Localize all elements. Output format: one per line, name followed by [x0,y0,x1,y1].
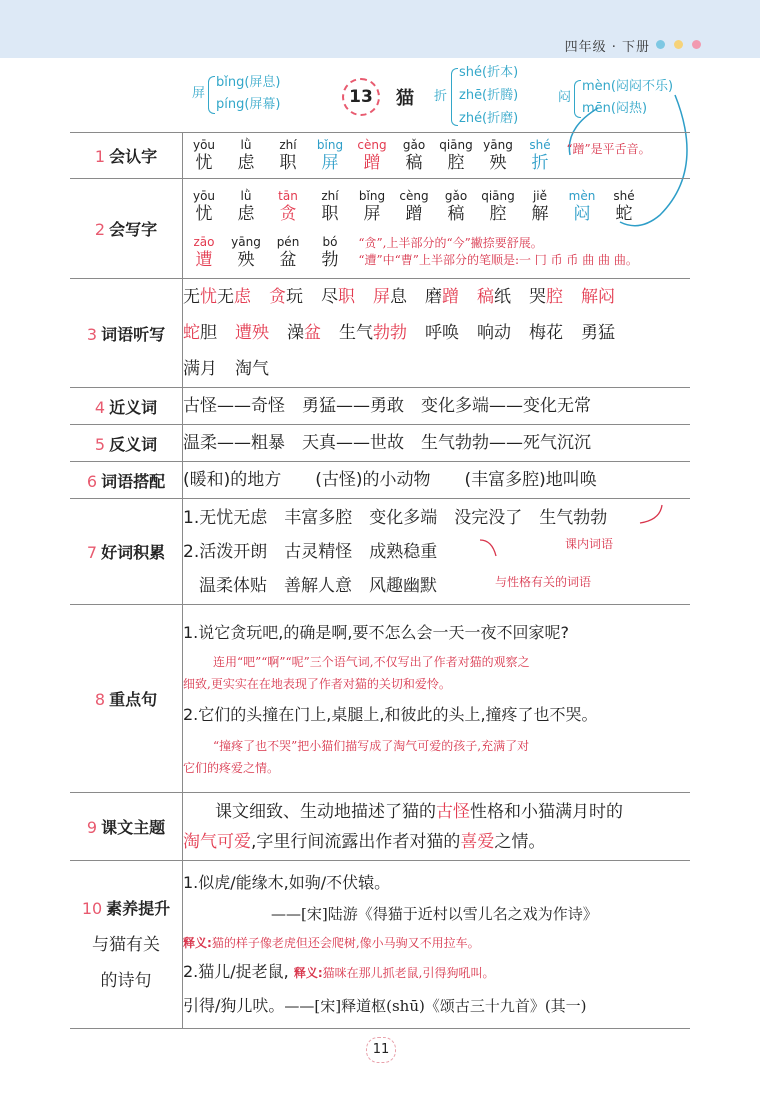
key-sentence-2-note-b: 它们的疼爱之情。 [183,760,280,775]
char-item: mèn 闷 [568,188,596,224]
char-item: qiāng 腔 [439,137,473,173]
pronunciation-note: “蹭”是平舌音。 [566,141,651,156]
row-theme: 9 课文主题 课文细致、生动地描述了猫的古怪性格和小猫满月时的 淘气可爱,字里行间流露出作者对猫的喜爱之情。 [70,793,690,861]
good-words-line2: 2.活泼开朗 古灵精怪 成熟稳重 [183,541,438,562]
lesson-table [70,132,690,1029]
note-personality-words: 与性格有关的词语 [495,575,592,589]
char-item: jiě 解 [531,188,549,224]
key-sentence-1: 1.说它贪玩吧,的确是啊,要不怎么会一天一夜不回家呢? [183,622,569,642]
char-item: gǎo 稿 [444,188,468,224]
char-item: pén 盆 [276,234,300,270]
char-item: shé 折 [529,137,551,173]
dictation-line [183,279,690,315]
row-antonyms: 5 反义词 温柔——粗暴 天真——世故 生气勃勃——死气沉沉 [70,425,690,462]
char-item: gǎo 稿 [402,137,426,173]
char-item: yāng 殃 [483,137,513,173]
dictation-word: 磨蹭 [425,287,459,307]
dictation-word: 贪玩 [269,287,303,307]
char-item: qiāng 腔 [481,188,515,224]
row-recognize-chars: 1 会认字 yōu 忧 lǜ 虑 zhí 职 bǐng 屏 cèng 蹭 gǎo 稿 qiāng 腔 yāng 殃 shé 折 “蹭”是平舌音。 [70,133,690,179]
key-sentence-1-note-b: 细致,更实实在在地表现了作者对猫的关切和爱怜。 [183,676,451,691]
good-words-line3: 温柔体贴 善解人意 风趣幽默 [199,575,437,596]
char-item: zāo 遭 [193,234,215,270]
dictation-word: 解闷 [581,287,615,307]
key-sentence-1-note-a: 连用“吧”“啊”“呢”三个语气词,不仅写出了作者对猫的观察之 [213,654,530,669]
good-words-line1: 1.无忧无虑 丰富多腔 变化多端 没完没了 生气勃勃 [183,507,608,528]
char-item: tān 贪 [278,188,298,224]
dictation-word: 无忧无虑 [183,287,251,307]
theme-line1: 课文细致、生动地描述了猫的古怪性格和小猫满月时的 [215,801,623,822]
dictation-word: 勇猛 [581,323,615,343]
page-number: 11 [366,1037,396,1063]
dictation-word: 蛇胆 [183,323,217,343]
dictation-word: 尽职 [321,287,355,307]
row-key-sentences: 8 重点句 1.说它贪玩吧,的确是啊,要不怎么会一天一夜不回家呢? 连用“吧”“啊”“呢”三个语气词,不仅写出了作者对猫的观察之 细致,更实实在在地表现了作者对猫的关切和爱怜。 2.它们的头撞在门上,桌腿上,和彼此的头上,撞疼了也不哭。 “撞疼了也不哭”把小猫们描写成了淘气可爱的孩子,充满了对 它们的疼爱之情。 [70,605,690,793]
dictation-word: 哭腔 [529,287,563,307]
char-item: yōu 忧 [192,188,216,224]
dictation-word: 稿纸 [477,287,511,307]
note-in-class-words: 课内词语 [565,537,614,551]
dictation-line [183,351,690,387]
char-item: bǐng 屏 [358,188,386,224]
char-item: zhí 职 [279,137,297,173]
dictation-word: 澡盆 [287,323,321,343]
write-char-row1 [183,189,690,225]
writing-note-tan: “贪”,上半部分的“今”撇捺要舒展。 [358,235,543,250]
row-dictation: 3 词语听写 无忧无虑 贪玩 尽职 屏息 磨蹭 稿纸 哭腔 解闷 蛇胆 遭殃 澡盆 生气勃勃 呼唤 响动 梅花 勇猛 满月 淘气 [70,279,690,388]
dictation-word: 遭殃 [235,323,269,343]
char-item: bǐng 屏 [316,137,344,173]
poem-2: 2.猫儿/捉老鼠, 释义:猫咪在那儿抓老鼠,引得狗吼叫。 [183,961,495,981]
row-write-chars: 2 会写字 yōu 忧 lǜ 虑 tān 贪 zhí 职 bǐng 屏 cèng 蹭 gǎo 稿 qiāng 腔 jiě 解 mèn 闷 shé 蛇 zāo 遭 yāng 殃 pén 盆 bó 勃 “贪”,上半部分的“今”撇捺要舒展。 “遭”中“曹”上半部分的笔顺是:一 冂 币 币 曲 曲 曲。 [70,179,690,279]
poem-1-source: ——[宋]陆游《得猫于近村以雪儿名之戏为作诗》 [271,904,598,923]
key-sentence-2: 2.它们的头撞在门上,桌腿上,和彼此的头上,撞疼了也不哭。 [183,704,598,724]
dictation-word: 屏息 [373,287,407,307]
lesson-title: 猫 [396,88,414,109]
dictation-word: 梅花 [529,323,563,343]
dictation-words [183,279,691,388]
dictation-word: 淘气 [235,359,269,379]
dictation-word: 响动 [477,323,511,343]
grade-label: 四年级 · 下册 [564,40,650,55]
char-item: cèng 蹭 [357,137,387,173]
row-synonyms: 4 近义词 古怪——奇怪 勇猛——勇敢 变化多端——变化无常 [70,388,690,425]
row-poems: 10 素养提升 与猫有关 的诗句 1.似虎/能缘木,如驹/不伏辕。 ——[宋]陆游《得猫于近村以雪儿名之戏为作诗》 释义:猫的样子像老虎但还会爬树,像小马驹又不用拉车。 2.猫儿/捉老鼠, 释义:猫咪在那儿抓老鼠,引得狗吼叫。 引得/狗儿吠。——[宋]释道枢(shū)《颂古三十九首》(其一) [70,861,690,1029]
poem-1: 1.似虎/能缘木,如驹/不伏辕。 [183,872,391,892]
char-item: yōu 忧 [192,137,216,173]
dictation-word: 满月 [183,359,217,379]
dictation-word: 呼唤 [425,323,459,343]
row-good-words: 7 好词积累 1.无忧无虑 丰富多腔 变化多端 没完没了 生气勃勃 2.活泼开朗 古灵精怪 成熟稳重 温柔体贴 善解人意 风趣幽默 课内词语 与性格有关的词语 [70,499,690,605]
char-item: bó 勃 [321,234,339,270]
poem-2-line2: 引得/狗儿吠。——[宋]释道枢(shū)《颂古三十九首》(其一) [183,995,587,1015]
poem-1-meaning: 释义:猫的样子像老虎但还会爬树,像小马驹又不用拉车。 [183,935,480,950]
char-item: lǜ 虑 [237,137,255,173]
recognize-char-list [183,138,690,174]
dictation-line [183,315,690,351]
writing-note-zao: “遭”中“曹”上半部分的笔顺是:一 冂 币 币 曲 曲 曲。 [358,252,638,267]
synonyms-text: 古怪——奇怪 勇猛——勇敢 变化多端——变化无常 [183,396,591,416]
key-sentence-2-note-a: “撞疼了也不哭”把小猫们描写成了淘气可爱的孩子,充满了对 [213,738,530,753]
lesson-header: 屏 bǐng(屏息) píng(屏幕) 13 猫 折 shé(折本) zhē(折腾) zhé(折磨) 闷 mèn(闷闷不乐) mēn(闷热) [192,65,674,126]
write-char-row2 [183,235,690,271]
lesson-number: 13 [342,78,380,116]
row-collocations: 6 词语搭配 (暖和)的地方 (古怪)的小动物 (丰富多腔)地叫唤 [70,462,690,499]
char-item: shé 蛇 [613,188,635,224]
char-item: lǜ 虑 [237,188,255,224]
char-item: yāng 殃 [231,234,261,270]
theme-line2: 淘气可爱,字里行间流露出作者对猫的喜爱之情。 [183,831,546,852]
dictation-word: 生气勃勃 [339,323,407,343]
char-item: zhí 职 [321,188,339,224]
collocations-text: (暖和)的地方 (古怪)的小动物 (丰富多腔)地叫唤 [183,470,597,490]
antonyms-text: 温柔——粗暴 天真——世故 生气勃勃——死气沉沉 [183,433,591,453]
char-item: cèng 蹭 [399,188,429,224]
